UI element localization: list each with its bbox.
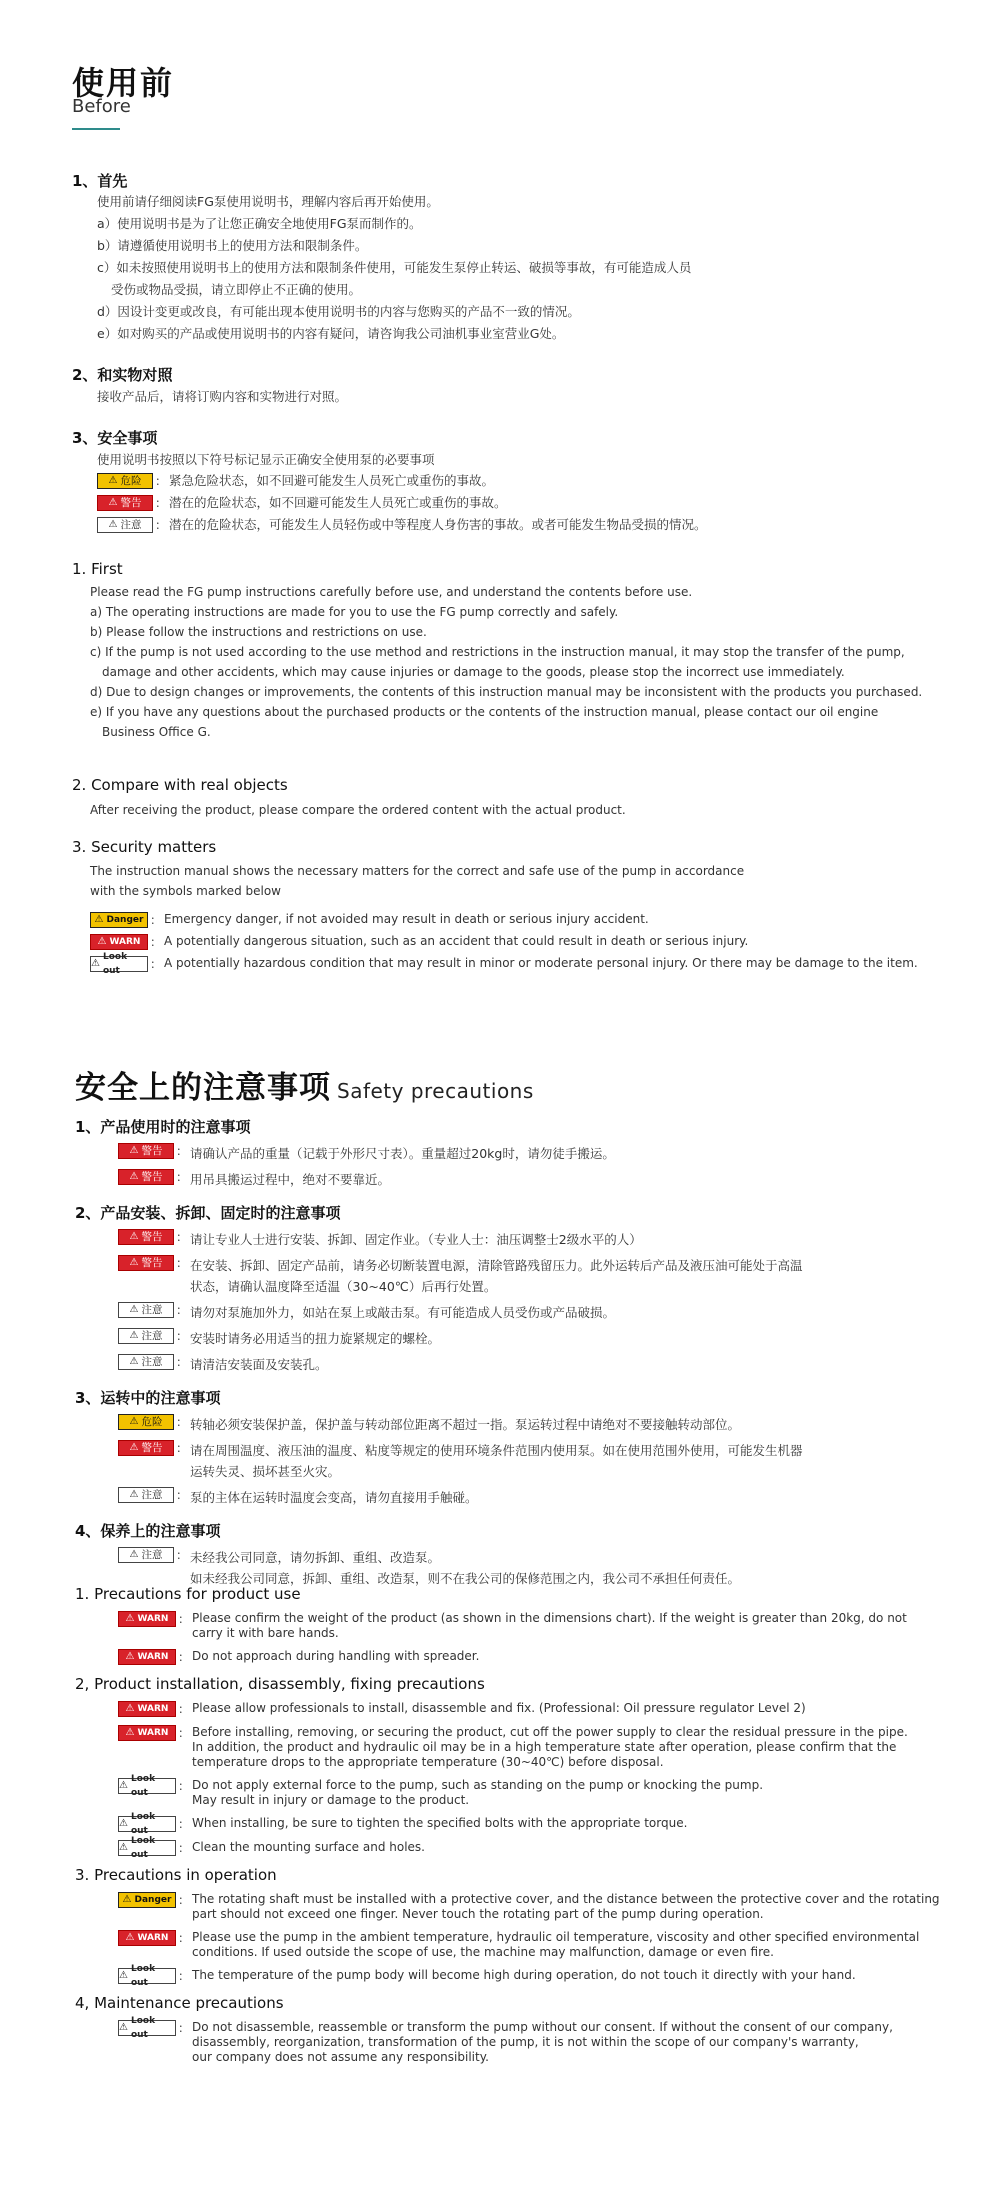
precaution-item: ⚠ 注意 ： 泵的主体在运转时温度会变高，请勿直接用手触碰。 <box>118 1487 955 1508</box>
warn-badge: ⚠ WARN <box>118 1701 176 1717</box>
warning-triangle-icon: ⚠ <box>129 1442 139 1453</box>
text-line: 运转失灵、损坏甚至火灾。 <box>190 1464 341 1479</box>
text-line: d）因设计变更或改良，有可能出现本使用说明书的内容与您购买的产品不一致的情况。 <box>97 304 580 319</box>
precaution-text <box>190 1328 440 1349</box>
precaution-text <box>192 1611 907 1641</box>
precaution-item: ⚠ Look out ： When installing, be sure to tighten the specified bolts with the appropriate torque. <box>119 1812 688 1836</box>
warning-triangle-icon: ⚠ <box>129 1257 139 1268</box>
lookout-badge: ⚠ Look out <box>118 1968 176 1984</box>
warning-triangle-icon: ⚠ <box>125 1651 135 1662</box>
warning-triangle-icon: ⚠ <box>122 1894 132 1905</box>
text-line: 在安装、拆卸、固定产品前，请务必切断装置电源，清除管路残留压力。此外运转后产品及液压油可能处于高温 <box>190 1258 803 1273</box>
lookout-badge: ⚠ Look out <box>118 1778 176 1794</box>
warn-badge: ⚠ 警告 <box>118 1229 174 1245</box>
safety-heading <box>75 1062 534 1107</box>
page-subtitle: Before <box>72 96 131 117</box>
text-line: a）使用说明书是为了让您正确安全地使用FG泵而制作的。 <box>97 216 422 231</box>
precaution-text <box>192 1930 919 1960</box>
legend-text: Emergency danger, if not avoided may result in death or serious injury accident. <box>164 912 649 926</box>
precaution-item: ⚠ Look out ： Do not apply external force to the pump, such as standing on the pump or knocking the pump. May result in injury or damage to the product. <box>119 1774 764 1807</box>
lookout-badge: ⚠ 注意 <box>118 1354 174 1370</box>
section-title: 1、产品使用时的注意事项 <box>75 1118 251 1136</box>
section-title: 3、安全事项 <box>72 429 158 447</box>
text-line: 状态，请确认温度降至适温（30~40℃）后再行处置。 <box>190 1279 497 1294</box>
text-line: Business Office G. <box>102 725 211 739</box>
text-line: b）请遵循使用说明书上的使用方法和限制条件。 <box>97 238 368 253</box>
precaution-item: ⚠ WARN ： Before installing, removing, or securing the product, cut off the power supply to clear the residual pressure in the pipe. In addition, the product and hydraulic oil may be in a high temperature state after operation, please confirm that the temperature drops to the appropriate temperature (30~40℃) before disposal. <box>118 1725 955 1770</box>
precaution-text <box>192 1649 479 1664</box>
precaution-text <box>190 1169 390 1190</box>
warning-triangle-icon: ⚠ <box>119 1842 128 1853</box>
section-title: 4、保养上的注意事项 <box>75 1522 221 1540</box>
lookout-badge: ⚠ 注意 <box>118 1328 174 1344</box>
precaution-text <box>192 1892 940 1922</box>
text-line: 请确认产品的重量（记载于外形尺寸表）。重量超过20kg时，请勿徒手搬运。 <box>190 1146 615 1161</box>
text-line: b) Please follow the instructions and restrictions on use. <box>90 625 427 639</box>
warning-triangle-icon: ⚠ <box>119 1780 128 1791</box>
legend-text: 紧急危险状态，如不回避可能发生人员死亡或重伤的事故。 <box>169 473 495 488</box>
text-line: 请让专业人士进行安装、拆卸、固定作业。（专业人士：油压调整士2级水平的人） <box>190 1232 642 1247</box>
danger-badge: ⚠ 危险 <box>118 1414 174 1430</box>
warn-badge: ⚠ WARN <box>118 1611 176 1627</box>
warning-triangle-icon: ⚠ <box>129 1416 139 1427</box>
warning-triangle-icon: ⚠ <box>125 1932 135 1943</box>
precaution-section <box>75 1387 955 1508</box>
warn-badge: ⚠ WARN <box>118 1649 176 1665</box>
precaution-item: ⚠ Look out ： The temperature of the pump body will become high during operation, do not touch it directly with your hand. <box>119 1964 856 1988</box>
legend-row: ⚠ WARN ： A potentially dangerous situation, such as an accident that could result in death or serious injury. <box>90 934 918 950</box>
text-line: 未经我公司同意，请勿拆卸、重组、改造泵。 <box>190 1550 441 1565</box>
precaution-section <box>75 1675 955 1860</box>
precaution-text <box>190 1143 615 1164</box>
precaution-text <box>190 1229 642 1250</box>
section-title: 2、和实物对照 <box>72 366 173 384</box>
warning-triangle-icon: ⚠ <box>129 1549 139 1560</box>
precaution-section <box>75 1994 955 2065</box>
warn-badge: ⚠ 警告 <box>118 1440 174 1456</box>
warning-triangle-icon: ⚠ <box>94 914 104 925</box>
precaution-text <box>192 1816 687 1831</box>
precaution-text <box>190 1547 740 1589</box>
precaution-text <box>190 1354 328 1375</box>
precaution-text <box>192 1701 806 1716</box>
text-line: 泵的主体在运转时温度会变高，请勿直接用手触碰。 <box>190 1490 478 1505</box>
safety-subtitle: Safety precautions <box>337 1079 534 1103</box>
precaution-item: ⚠ 危险 ： 转轴必须安装保护盖，保护盖与转动部位距离不超过一指。泵运转过程中请绝对不要接触转动部位。 <box>118 1414 955 1435</box>
warning-triangle-icon: ⚠ <box>108 519 118 530</box>
warn-badge: ⚠ WARN <box>118 1725 176 1741</box>
section-title: 4, Maintenance precautions <box>75 1994 284 2012</box>
warning-triangle-icon: ⚠ <box>119 1970 128 1981</box>
precaution-text <box>192 1778 763 1808</box>
text-line: part should not exceed one finger. Never touch the rotating part of the pump during operation. <box>192 1907 764 1921</box>
lookout-badge: ⚠ Look out <box>90 956 148 972</box>
text-line: our company does not assume any responsibility. <box>192 2050 489 2064</box>
text-line: a) The operating instructions are made for you to use the FG pump correctly and safely. <box>90 605 619 619</box>
legend-text: A potentially dangerous situation, such as an accident that could result in death or serious injury. <box>164 934 749 948</box>
text-line: Do not approach during handling with spreader. <box>192 1649 480 1663</box>
text-line: Clean the mounting surface and holes. <box>192 1840 425 1854</box>
precaution-text <box>192 1840 425 1855</box>
warning-triangle-icon: ⚠ <box>125 1613 135 1624</box>
text-line: 转轴必须安装保护盖，保护盖与转动部位距离不超过一指。泵运转过程中请绝对不要接触转动部位。 <box>190 1417 741 1432</box>
lookout-badge: ⚠ Look out <box>118 2020 176 2036</box>
symbol-legend <box>90 912 918 976</box>
precaution-item: ⚠ 警告 ： 用吊具搬运过程中，绝对不要靠近。 <box>118 1169 955 1190</box>
text-line: 受伤或物品受损，请立即停止不正确的使用。 <box>111 282 362 297</box>
legend-row: ⚠ Look out ： A potentially hazardous condition that may result in minor or moderate personal injury. Or there may be damage to the item. <box>91 952 918 976</box>
precaution-item: ⚠ 警告 ： 请确认产品的重量（记载于外形尺寸表）。重量超过20kg时，请勿徒手搬运。 <box>118 1143 955 1164</box>
legend-row: ⚠ 注意 ： 潜在的危险状态，可能发生人员轻伤或中等程度人身伤害的事故。或者可能发生物品受损的情况。 <box>97 517 707 533</box>
text-line: Please confirm the weight of the product (as shown in the dimensions chart). If the weight is greater than 20kg, do not <box>192 1611 907 1625</box>
warn-badge: ⚠ 警告 <box>118 1169 174 1185</box>
precaution-item: ⚠ Look out ： Clean the mounting surface and holes. <box>119 1836 425 1860</box>
precaution-text <box>190 1414 740 1435</box>
section-title: 1. Precautions for product use <box>75 1585 301 1603</box>
precaution-item: ⚠ 注意 ： 安装时请务必用适当的扭力旋紧规定的螺栓。 <box>118 1328 955 1349</box>
legend-row: ⚠ 危险 ： 紧急危险状态，如不回避可能发生人员死亡或重伤的事故。 <box>97 473 707 489</box>
precaution-text <box>192 2020 893 2065</box>
text-line: 使用前请仔细阅读FG泵使用说明书，理解内容后再开始使用。 <box>97 194 439 209</box>
page-title: 使用前 <box>72 64 175 102</box>
lookout-badge: ⚠ 注意 <box>97 517 153 533</box>
symbol-legend <box>97 473 707 533</box>
precaution-item: ⚠ 警告 ： 请在周围温度、液压油的温度、粘度等规定的使用环境条件范围内使用泵。如在使用范围外使用，可能发生机器 运转失灵、损坏甚至火灾。 <box>118 1440 955 1482</box>
warn-badge: ⚠ WARN <box>90 934 148 950</box>
warning-triangle-icon: ⚠ <box>108 475 118 486</box>
lookout-badge: ⚠ 注意 <box>118 1547 174 1563</box>
section-title: 3. Precautions in operation <box>75 1866 277 1884</box>
section-title: 2、产品安装、拆卸、固定时的注意事项 <box>75 1204 341 1222</box>
text-line: The temperature of the pump body will become high during operation, do not touch it directly with your hand. <box>192 1968 856 1982</box>
text-line: When installing, be sure to tighten the specified bolts with the appropriate torque. <box>192 1816 688 1830</box>
precaution-text <box>190 1487 478 1508</box>
text-line: 请清洁安装面及安装孔。 <box>190 1357 328 1372</box>
warning-triangle-icon: ⚠ <box>129 1145 139 1156</box>
warning-triangle-icon: ⚠ <box>129 1489 139 1500</box>
text-line: d) Due to design changes or improvements, the contents of this instruction manual may be inconsistent with the products you purchased. <box>90 685 923 699</box>
precaution-item: ⚠ WARN ： Please confirm the weight of the product (as shown in the dimensions chart). If the weight is greater than 20kg, do not carry it with bare hands. <box>118 1611 955 1641</box>
precaution-text <box>190 1255 803 1297</box>
warning-triangle-icon: ⚠ <box>119 1818 128 1829</box>
precaution-item: ⚠ Danger ： The rotating shaft must be installed with a protective cover, and the distance between the protective cover and the rotating part should not exceed one finger. Never touch the rotating part of the pump during operation. <box>118 1892 955 1922</box>
text-line: e）如对购买的产品或使用说明书的内容有疑问，请咨询我公司油机事业室营业G处。 <box>97 326 565 341</box>
precaution-item: ⚠ 注意 ： 请勿对泵施加外力，如站在泵上或敲击泵。有可能造成人员受伤或产品破损。 <box>118 1302 955 1323</box>
precaution-item: ⚠ WARN ： Do not approach during handling with spreader. <box>118 1649 955 1665</box>
text-line: with the symbols marked below <box>90 884 281 898</box>
precaution-item: ⚠ 注意 ： 请清洁安装面及安装孔。 <box>118 1354 955 1375</box>
text-line: 安装时请务必用适当的扭力旋紧规定的螺栓。 <box>190 1331 441 1346</box>
warning-triangle-icon: ⚠ <box>129 1231 139 1242</box>
text-line: Please use the pump in the ambient temperature, hydraulic oil temperature, viscosity and other specified environmental <box>192 1930 920 1944</box>
warning-triangle-icon: ⚠ <box>129 1330 139 1341</box>
lookout-badge: ⚠ 注意 <box>118 1302 174 1318</box>
text-line: damage and other accidents, which may cause injuries or damage to the goods, please stop the incorrect use immediately. <box>102 665 845 679</box>
precaution-section <box>75 1116 955 1190</box>
precaution-item: ⚠ 注意 ： 未经我公司同意，请勿拆卸、重组、改造泵。 如未经我公司同意，拆卸、重组、改造泵，则不在我公司的保修范围之内，我公司不承担任何责任。 <box>118 1547 955 1589</box>
text-line: c）如未按照使用说明书上的使用方法和限制条件使用，可能发生泵停止转运、破损等事故，有可能造成人员 <box>97 260 692 275</box>
text-line: carry it with bare hands. <box>192 1626 339 1640</box>
warn-badge: ⚠ 警告 <box>97 495 153 511</box>
section-body <box>97 192 691 344</box>
text-line: 用吊具搬运过程中，绝对不要靠近。 <box>190 1172 391 1187</box>
precaution-section <box>75 1202 955 1375</box>
danger-badge: ⚠ Danger <box>118 1892 176 1908</box>
precaution-section <box>75 1585 955 1665</box>
lookout-badge: ⚠ 注意 <box>118 1487 174 1503</box>
text-line: 使用说明书按照以下符号标记显示正确安全使用泵的必要事项 <box>97 452 435 467</box>
warn-badge: ⚠ 警告 <box>118 1255 174 1271</box>
text-line: 接收产品后，请将订购内容和实物进行对照。 <box>97 389 348 404</box>
text-line: After receiving the product, please compare the ordered content with the actual product. <box>90 803 626 817</box>
text-line: conditions. If used outside the scope of use, the machine may malfunction, damage or even fire. <box>192 1945 774 1959</box>
precaution-item: ⚠ Look out ： Do not disassemble, reassemble or transform the pump without our consent. If without the consent of our company, disassembly, reorganization, transformation of the pump, it is not within the scope of our company's warranty, our company does not assume any responsibility. <box>119 2016 893 2064</box>
warning-triangle-icon: ⚠ <box>129 1356 139 1367</box>
danger-badge: ⚠ 危险 <box>97 473 153 489</box>
section-title: 3. Security matters <box>72 838 217 856</box>
section-title: 2. Compare with real objects <box>72 776 288 794</box>
warning-triangle-icon: ⚠ <box>129 1171 139 1182</box>
precaution-text <box>192 1968 856 1983</box>
safety-title: 安全上的注意事项 <box>75 1070 331 1106</box>
precaution-section <box>75 1520 955 1589</box>
precaution-item: ⚠ WARN ： Please allow professionals to install, disassemble and fix. (Professional: Oil pressure regulator Level 2) <box>118 1701 955 1717</box>
precaution-text <box>190 1302 615 1323</box>
text-line: disassembly, reorganization, transformation of the pump, it is not within the scope of our company's warranty, <box>192 2035 859 2049</box>
legend-text: 潜在的危险状态，可能发生人员轻伤或中等程度人身伤害的事故。或者可能发生物品受损的情况。 <box>169 517 707 532</box>
text-line: 请勿对泵施加外力，如站在泵上或敲击泵。有可能造成人员受伤或产品破损。 <box>190 1305 616 1320</box>
warn-badge: ⚠ 警告 <box>118 1143 174 1159</box>
safety-zh-sections <box>75 1116 955 1601</box>
section-title: 1. First <box>72 560 123 578</box>
lookout-badge: ⚠ Look out <box>118 1840 176 1856</box>
warn-badge: ⚠ WARN <box>118 1930 176 1946</box>
text-line: Before installing, removing, or securing the product, cut off the power supply to clear the residual pressure in the pipe. <box>192 1725 908 1739</box>
text-line: 请在周围温度、液压油的温度、粘度等规定的使用环境条件范围内使用泵。如在使用范围外使用，可能发生机器 <box>190 1443 803 1458</box>
section-body <box>90 582 922 742</box>
text-line: temperature drops to the appropriate temperature (30~40℃) before disposal. <box>192 1755 664 1769</box>
text-line: 如未经我公司同意，拆卸、重组、改造泵，则不在我公司的保修范围之内，我公司不承担任何责任。 <box>190 1571 741 1586</box>
text-line: Please allow professionals to install, disassemble and fix. (Professional: Oil pressure regulator Level 2) <box>192 1701 806 1715</box>
title-underline <box>72 128 120 130</box>
precaution-text <box>192 1725 908 1770</box>
text-line: The rotating shaft must be installed with a protective cover, and the distance between the protective cover and the rotating <box>192 1892 940 1906</box>
lookout-badge: ⚠ Look out <box>118 1816 176 1832</box>
warning-triangle-icon: ⚠ <box>91 958 100 969</box>
text-line: Do not disassemble, reassemble or transform the pump without our consent. If without the consent of our company, <box>192 2020 893 2034</box>
precaution-text <box>190 1440 803 1482</box>
section-title: 1、首先 <box>72 172 128 190</box>
text-line: e) If you have any questions about the purchased products or the contents of the instruction manual, please contact our oil engine <box>90 705 879 719</box>
legend-row: ⚠ Danger ： Emergency danger, if not avoided may result in death or serious injury accident. <box>90 912 918 928</box>
section-title: 3、运转中的注意事项 <box>75 1389 221 1407</box>
warning-triangle-icon: ⚠ <box>125 1727 135 1738</box>
legend-text: 潜在的危险状态，如不回避可能发生人员死亡或重伤的事故。 <box>169 495 507 510</box>
danger-badge: ⚠ Danger <box>90 912 148 928</box>
text-line: Please read the FG pump instructions carefully before use, and understand the contents before use. <box>90 585 693 599</box>
text-line: The instruction manual shows the necessary matters for the correct and safe use of the pump in accordance <box>90 864 745 878</box>
text-line: May result in injury or damage to the product. <box>192 1793 470 1807</box>
warning-triangle-icon: ⚠ <box>125 1703 135 1714</box>
precaution-item: ⚠ WARN ： Please use the pump in the ambient temperature, hydraulic oil temperature, viscosity and other specified environmental conditions. If used outside the scope of use, the machine may malfunction, damage or even fire. <box>118 1930 955 1960</box>
section-body <box>90 861 744 901</box>
legend-row: ⚠ 警告 ： 潜在的危险状态，如不回避可能发生人员死亡或重伤的事故。 <box>97 495 707 511</box>
text-line: c) If the pump is not used according to the use method and restrictions in the instruction manual, it may stop the transfer of the pump, <box>90 645 905 659</box>
safety-en-sections <box>75 1585 955 2075</box>
text-line: In addition, the product and hydraulic oil may be in a high temperature state after operation, please confirm that the <box>192 1740 897 1754</box>
text-line: Do not apply external force to the pump, such as standing on the pump or knocking the pump. <box>192 1778 764 1792</box>
precaution-section <box>75 1866 955 1988</box>
section-title: 2, Product installation, disassembly, fixing precautions <box>75 1675 485 1693</box>
precaution-item: ⚠ 警告 ： 请让专业人士进行安装、拆卸、固定作业。（专业人士：油压调整士2级水平的人） <box>118 1229 955 1250</box>
warning-triangle-icon: ⚠ <box>97 936 107 947</box>
legend-text: A potentially hazardous condition that may result in minor or moderate personal injury. Or there may be damage to the item. <box>164 956 918 970</box>
precaution-item: ⚠ 警告 ： 在安装、拆卸、固定产品前，请务必切断装置电源，清除管路残留压力。此外运转后产品及液压油可能处于高温 状态，请确认温度降至适温（30~40℃）后再行处置。 <box>118 1255 955 1297</box>
warning-triangle-icon: ⚠ <box>129 1304 139 1315</box>
warning-triangle-icon: ⚠ <box>119 2022 128 2033</box>
warning-triangle-icon: ⚠ <box>108 497 118 508</box>
